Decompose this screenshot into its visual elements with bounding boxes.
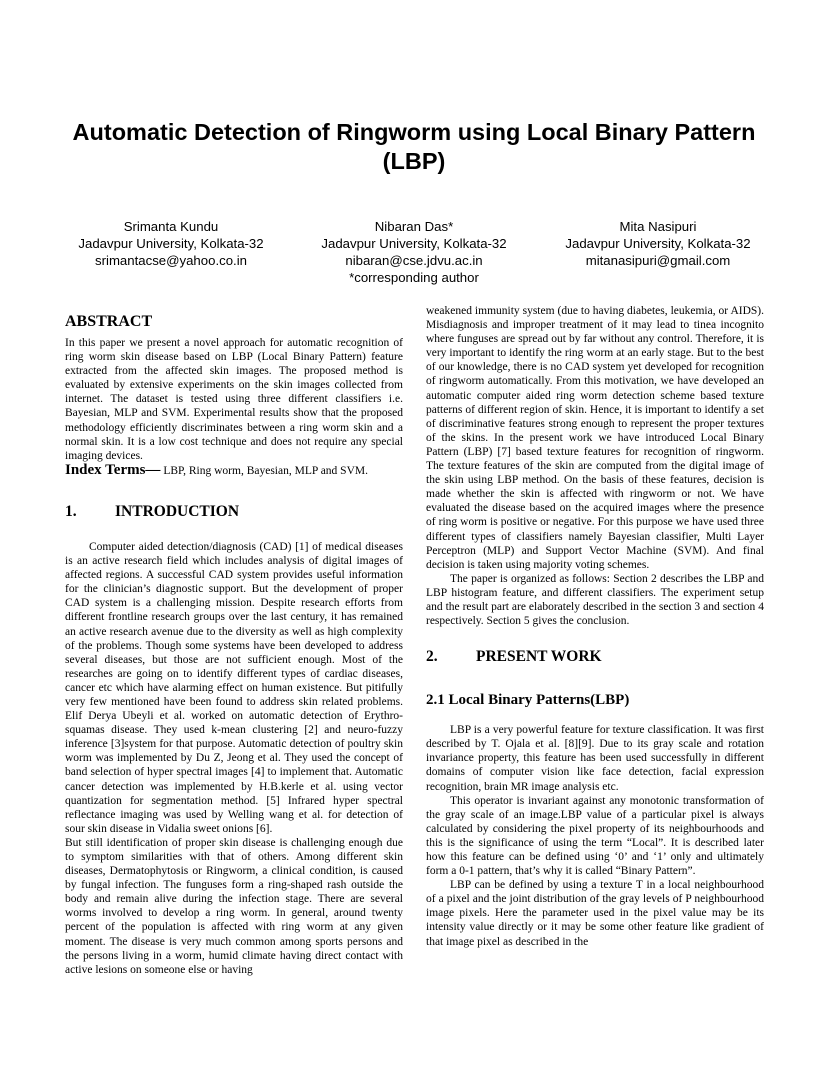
section-number: 2. xyxy=(426,648,438,666)
section-title: INTRODUCTION xyxy=(115,502,240,520)
author-email: nibaran@cse.jdvu.ac.in xyxy=(345,253,483,268)
author-block-2 xyxy=(308,218,520,286)
author-affiliation: Jadavpur University, Kolkata-32 xyxy=(78,236,264,251)
right-column xyxy=(426,304,764,949)
author-block-3 xyxy=(548,218,768,269)
index-terms-text: LBP, Ring worm, Bayesian, MLP and SVM. xyxy=(160,464,368,477)
author-name: Mita Nasipuri xyxy=(619,219,697,234)
intro-paragraph-3: The paper is organized as follows: Section 2 describes the LBP and LBP histogram feature, and different classifiers. The experiment setup and the result part are elaborately described in the section 3 and section 4 respectively. Section 5 gives the conclusion. xyxy=(426,572,764,628)
abstract-heading: ABSTRACT xyxy=(65,313,153,330)
section-1-heading xyxy=(65,502,403,522)
intro-paragraph-1: Computer aided detection/diagnosis (CAD) [1] of medical diseases is an active research field which includes analysis of digital images of affected regions. A successful CAD system provides useful information for the clinician’s diagnostic support. But the development of proper CAD system is a challenging mission. Despite research efforts from different frontline research groups over the last century, it has remained an active research avenue due to the diversity as well as high complexity of the problems. Though some systems have been developed to address several diseases, but those are not sufficient enough. Most of the researches are going on to identify different types of cardiac diseases, cancer etc which have alarming effect on human existence. But pitifully very few mentioned have been found to address skin related problems. Elif Derya Ubeyli et al. worked on automatic detection of Erythro-squamas disease. They used k-mean clustering [2] and neuro-fuzzy inference [3]system for that purpose. Automatic detection of poultry skin worm was implemented by Du Z, Jeong et al. They used the concept of band selection of hyper spectral images [4] to implement that. Automatic cancer detection was implemented by H.B.kerle et al. using vector quantization for segmentation method. [5] Infrared hyper spectral reflectance imaging was used by Welling wang et al. for detection of sour skin disease in Vidalia sweet onions [6]. xyxy=(65,540,403,835)
left-column xyxy=(65,312,403,977)
author-affiliation: Jadavpur University, Kolkata-32 xyxy=(565,236,751,251)
index-terms xyxy=(65,463,403,478)
section-number: 1. xyxy=(65,502,77,520)
subsection-2-1-heading: 2.1 Local Binary Patterns(LBP) xyxy=(426,692,630,709)
author-email: mitanasipuri@gmail.com xyxy=(585,253,731,268)
lbp-paragraph-1: LBP is a very powerful feature for texture classification. It was first described by T. Ojala et al. [8][9]. Due to its gray scale and rotation invariance property, this feature has been used successfully in different domains of computer vision like face detection, facial expression recognition, brain MR image analysis etc. xyxy=(426,724,764,793)
author-email: srimantacse@yahoo.co.in xyxy=(95,253,247,268)
author-affiliation: Jadavpur University, Kolkata-32 xyxy=(321,236,507,251)
index-terms-label: Index Terms— xyxy=(65,461,161,478)
author-block-1 xyxy=(60,218,282,269)
author-name: Nibaran Das* xyxy=(374,219,454,234)
section-2-heading xyxy=(426,647,764,667)
intro-paragraph-2-continued: weakened immunity system (due to having diabetes, leukemia, or AIDS). Misdiagnosis and improper treatment of it may lead to tinea incognito where funguses are spread out by far without any control. Therefore, it is very important to identify the ring worm at an early stage. But to the best of our knowledge, there is no CAD system yet developed for recognition of ringworm automatically. From this motivation, we have developed an automatic computer aided ring worm detection scheme based texture patterns of different region of skin. Hence, it is important to identify a set of discriminative features strong enough to represent the proper textures of the skins. In the present work we have introduced Local Binary Pattern (LBP) [7] based texture features for recognition of ringworm. The texture features of the skin are computed from the digital image of the skin using LBP method. On the basis of these features, decision is made whether the skin is affected with ringworm or not. We have evaluated the disease based on the acquired images where the presence of ring worm is positive or negative. For this purpose we have used three different types of classifiers namely Bayesian classifier, Multi Layer Perceptron (MLP) and Support Vector Machine (SVM). And final decision is taken using majority voting schemes. xyxy=(426,305,764,571)
abstract-text: In this paper we present a novel approach for automatic recognition of ring worm skin disease based on LBP (Local Binary Pattern) feature extracted from the affected skin images. The proposed method is evaluated by extensive experiments on the skin images collected from internet. The dataset is tested using three different classifiers i.e. Bayesian, MLP and SVM. Experimental results show that the proposed methodology efficiently discriminates between a ring worm skin and a normal skin. It is a low cost technique and does not require any special imaging devices. xyxy=(65,337,403,462)
section-title: PRESENT WORK xyxy=(476,648,602,666)
lbp-paragraph-3: LBP can be defined by using a texture T in a local neighbourhood of a pixel and the joint distribution of the gray levels of P neighbourhood image pixels. Here the parameter used in the pixel value may be its intensity value directly or it may be some other feature like gradient of that image pixel as described in the xyxy=(426,879,764,948)
paper-title: Automatic Detection of Ringworm using Local Binary Pattern (LBP) xyxy=(72,119,756,174)
corresponding-author-note: *corresponding author xyxy=(349,270,479,285)
lbp-paragraph-2: This operator is invariant against any monotonic transformation of the gray scale of an image.LBP value of a particular pixel is always calculated by considering the pixel property of its neighbourhoods and this is the significance of using the term “Local”. It is described later how this feature can be defined using ‘0’ and ‘1’ only and ultimately form a 0-1 pattern, that’s why it is called “Binary Pattern”. xyxy=(426,794,764,878)
author-name: Srimanta Kundu xyxy=(123,219,219,234)
intro-paragraph-2: But still identification of proper skin disease is challenging enough due to symptom similarities with that of others. Among different skin diseases, Dermatophytosis or Ringworm, a clinical condition, is caused by fungal infection. The funguses form a ring-shaped rash outside the body and remain alive during the infection stage. There are several worms involved to develop a ring worm. In general, around twenty percent of the population is affected with ring worm at any given moment. The disease is very much common among sports persons and the persons living in a worm, humid climate having direct contact with active lesions on someone else or having xyxy=(65,836,403,976)
